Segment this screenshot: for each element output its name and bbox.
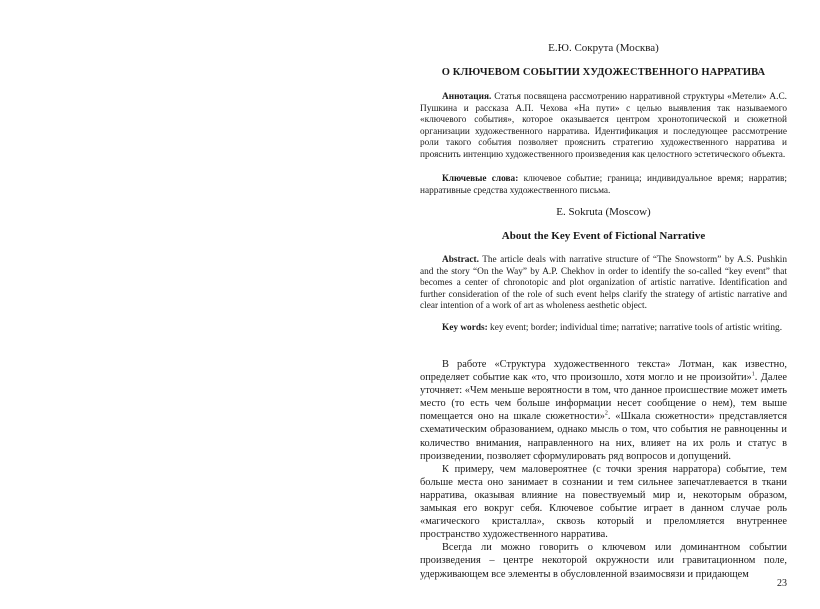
paragraph-2: К примеру, чем маловероятнее (с точки зрения нарратора) событие, тем больше места оно занимает в сознании и тем сильнее запечатлевается в ткани нарратива, оказывая влияние на повествуемый мир и, некоторым образом, замыкая его вокруг себя. Ключевое событие играет в данном случае роль «магического кристалла», сквозь который и преломляется внутреннее пространство художественного нарратива. xyxy=(420,463,787,541)
abstract-en xyxy=(420,255,787,313)
abstract-ru-label: Аннотация. xyxy=(442,92,492,102)
keywords-en-label: Key words: xyxy=(442,323,488,333)
author-en: E. Sokruta (Moscow) xyxy=(556,206,651,218)
footnote-ref-2[interactable]: 2 xyxy=(604,410,608,417)
paragraph-3: Всегда ли можно говорить о ключевом или доминантном событии произведения – центре некоторой окружности или гравитационном поле, удерживающем все элементы в обусловленной взаимосвязи и придающем xyxy=(420,542,787,580)
paragraph-1-part-c: . «Шкала сюжетности» представляется схематическим образованием, однако мысль о том, что события не равноценны и количество внимания, направленного на них, влияет на их роль и статус в произведении, позволяет сформулировать ряд вопросов и допущений. xyxy=(420,411,787,462)
keywords-ru xyxy=(420,174,787,197)
page-number: 23 xyxy=(777,578,787,589)
abstract-en-text: The article deals with narrative structure of “The Snowstorm” by A.S. Pushkin and the story “On the Way” by A.P. Chekhov in order to identify the so-called “key event” that becomes a center of chronotopic and plot organization of artistic narrative. Identification and further consideration of the role of such event helps clarify the strategy of artistic narrative and clear intention of a work of art as wholeness aesthetic object. xyxy=(420,255,787,312)
footnote-ref-1[interactable]: 1 xyxy=(751,371,755,378)
keywords-en xyxy=(420,323,787,335)
paragraph-1-part-a: В работе «Структура художественного текста» Лотман, как известно, определяет событие как «то, что произошло, хотя могло и не произойти» xyxy=(420,359,787,384)
author-ru: Е.Ю. Сокрута (Москва) xyxy=(548,42,659,54)
article-body xyxy=(420,358,787,581)
abstract-en-label: Abstract. xyxy=(442,255,479,265)
paragraph-1 xyxy=(420,358,787,463)
title-ru: О КЛЮЧЕВОМ СОБЫТИИ ХУДОЖЕСТВЕННОГО НАРРАТИВА xyxy=(441,67,766,78)
keywords-ru-label: Ключевые слова: xyxy=(442,174,519,184)
keywords-ru-text: ключевое событие; граница; индивидуальное время; нарратив; нарративные средства художественного письма. xyxy=(420,174,787,196)
paragraph-1-part-b: . Далее уточняет: «Чем меньше вероятности в том, что данное происшествие может иметь место (то есть чем больше информации несет сообщение о нем), тем выше помещается оно на шкале сюжетности» xyxy=(420,372,787,423)
title-en: About the Key Event of Fictional Narrative xyxy=(501,230,706,242)
abstract-ru-text: Статья посвящена рассмотрению нарративной структуры «Метели» А.С. Пушкина и рассказа А.П. Чехова «На пути» с целью выявления так называемого «ключевого события», которое оказывается центром хронотопической и сюжетной организации художественного нарратива. Идентификация и последующее рассмотрение роли такого события позволяет прояснить стратегию художественного нарратива и прояснить интенцию художественного произведения как целостного эстетического объекта. xyxy=(420,92,787,160)
abstract-ru xyxy=(420,92,787,162)
keywords-en-text: key event; border; individual time; narrative; narrative tools of artistic writing. xyxy=(487,323,783,333)
